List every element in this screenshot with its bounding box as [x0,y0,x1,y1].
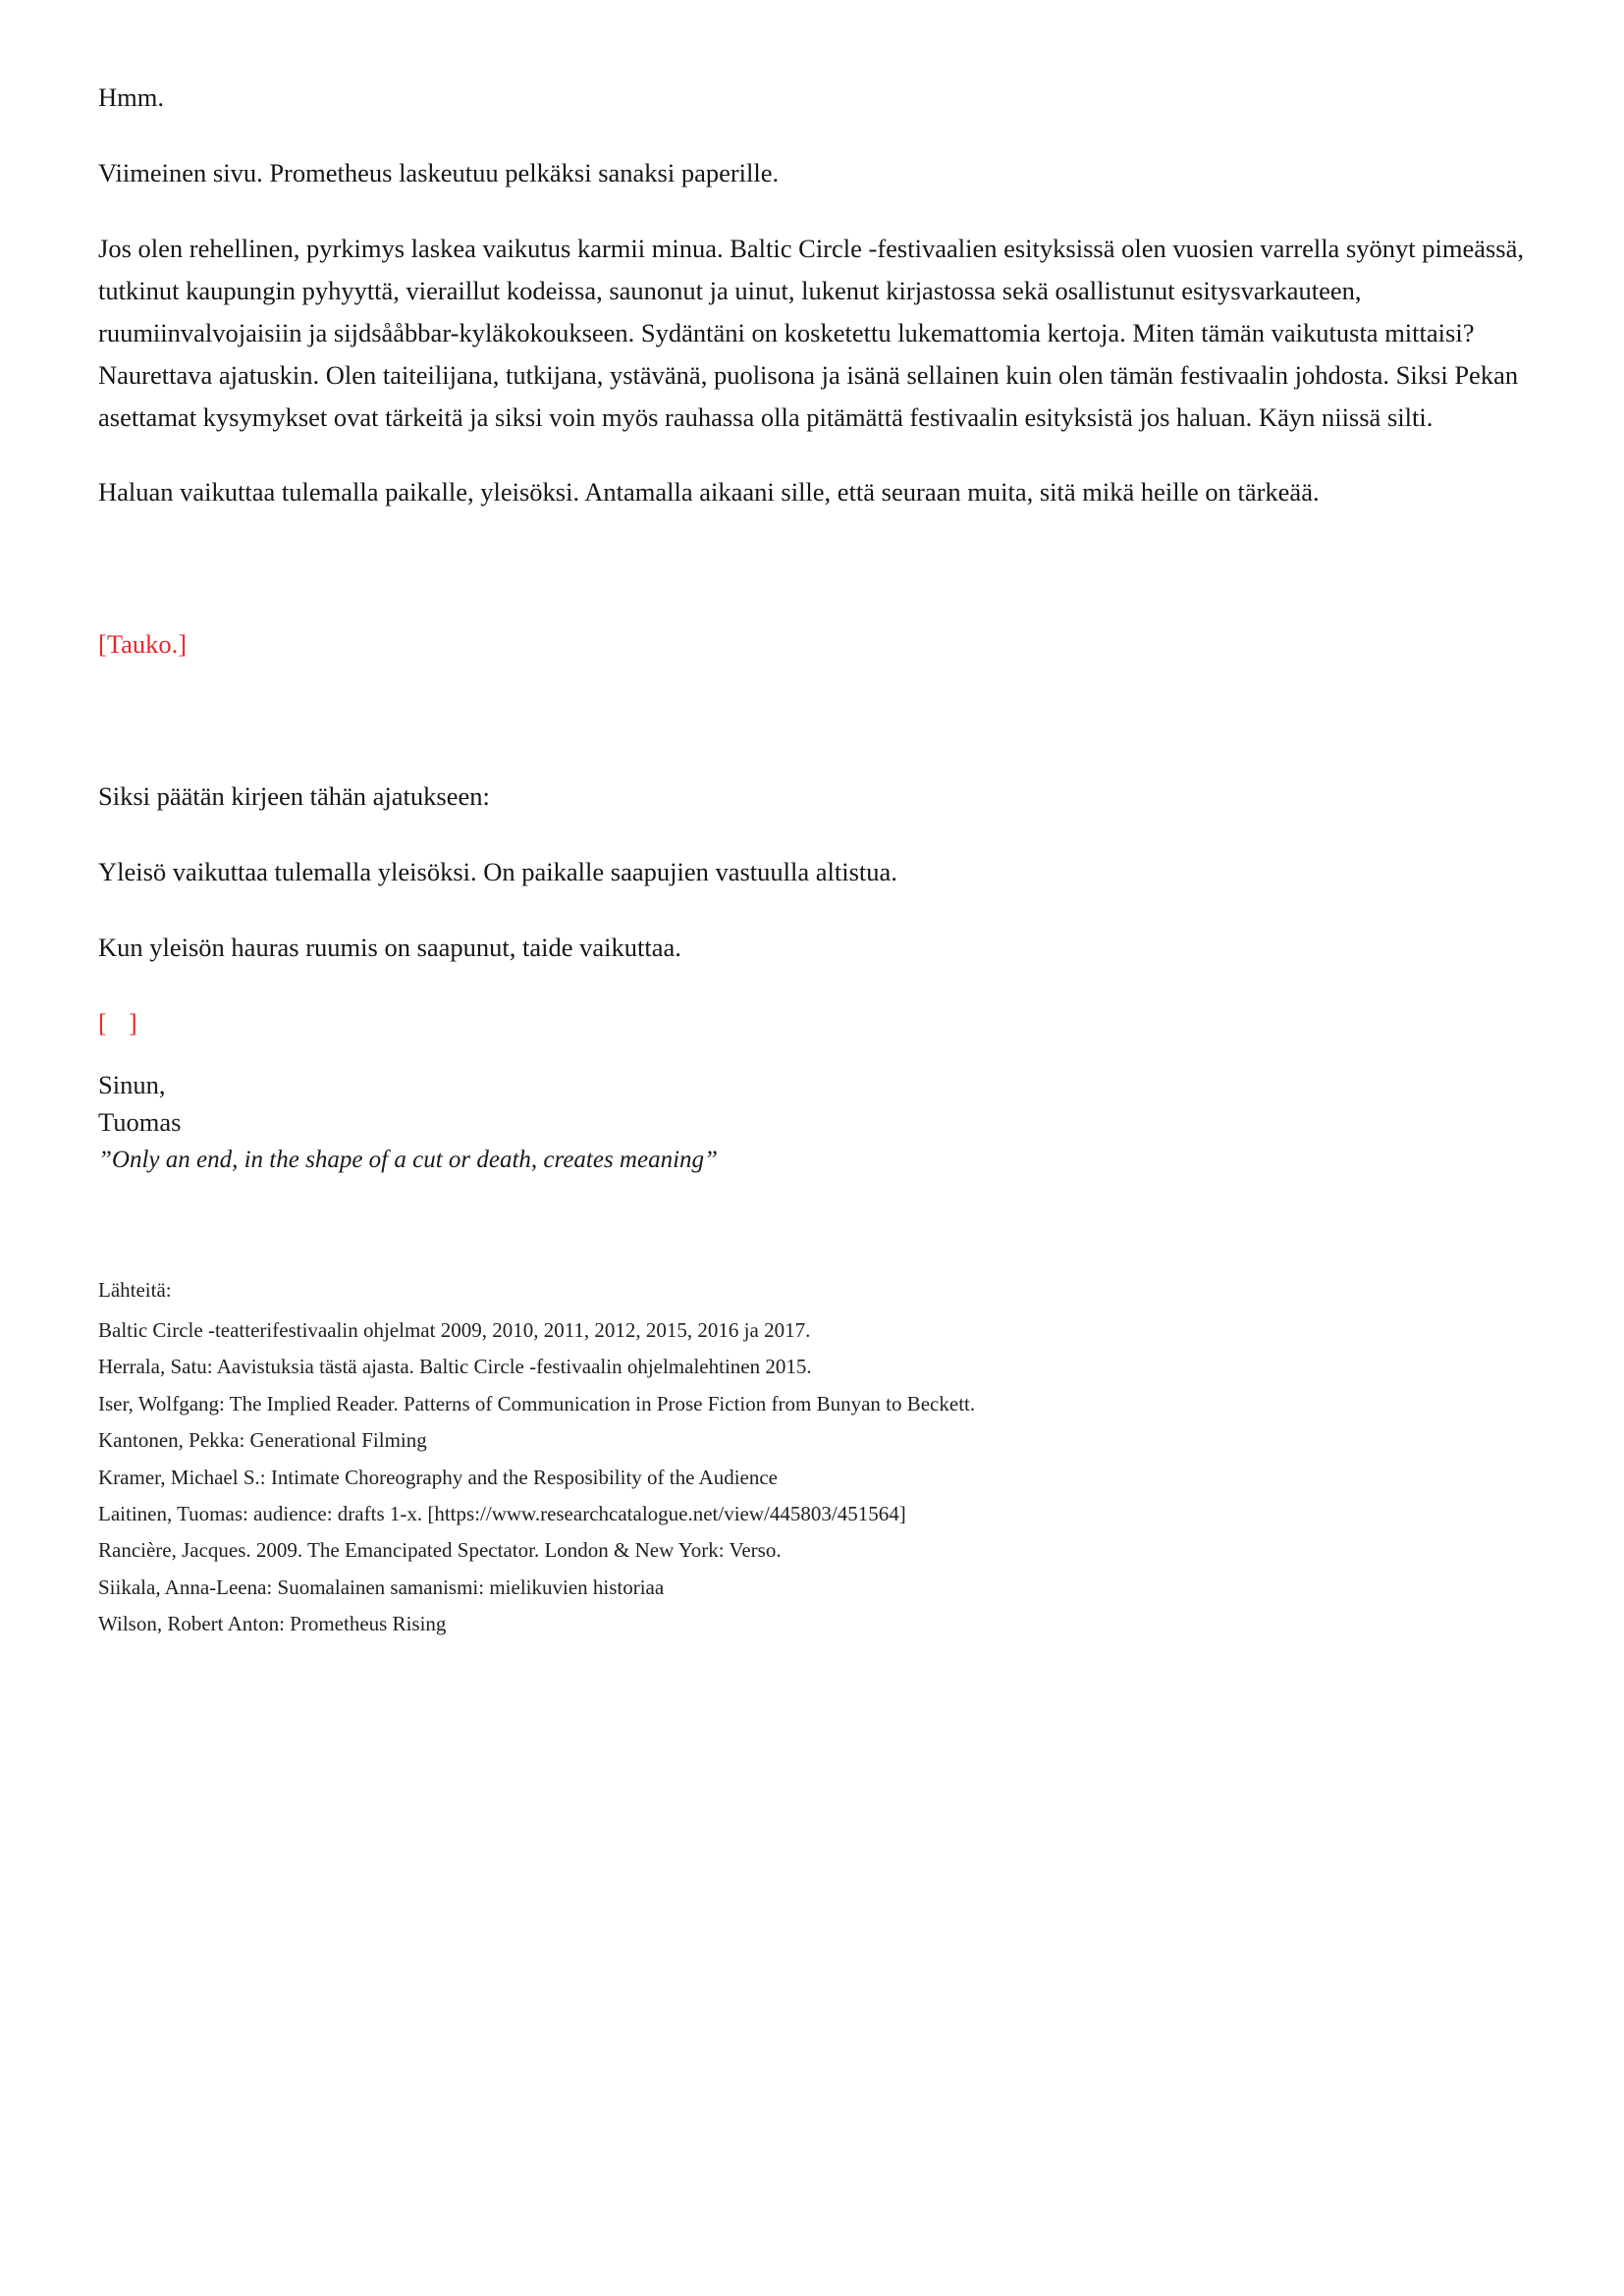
paragraph-honesty: Jos olen rehellinen, pyrkimys laskea vaikutus karmii minua. Baltic Circle -festivaalien esityksissä olen vuosien varrella syönyt pimeässä, tutkinut kaupungin pyhyyttä, vieraillut kodeissa, saunonut ja uinut, lukenut kirjastossa sekä osallistunut esitysvarkauteen, ruumiinvalvojaisiin ja sijdsååbbar-kyläkokoukseen. Sydäntäni on kosketettu lukemattomia kertoja. Miten tämän vaikutusta mittaisi? Naurettava ajatuskin. Olen taiteilijana, tutkijana, ystävänä, puolisona ja isänä sellainen kuin olen tämän festivaalin johdosta. Siksi Pekan asettamat kysymykset ovat tärkeitä ja siksi voin myös rauhassa olla pitämättä festivaalin esityksistä jos haluan. Käyn niissä silti. [98,233,1525,432]
source-item: Kramer, Michael S.: Intimate Choreography and the Resposibility of the Audience [98,1465,778,1489]
paragraph-closing-thought: Siksi päätän kirjeen tähän ajatukseen: [98,781,490,812]
signature-quote: ”Only an end, in the shape of a cut or death, creates meaning” [98,1146,718,1173]
spacer-before-signature [98,1044,1526,1066]
signature-closing: Sinun, [98,1069,166,1099]
source-item: Baltic Circle -teatterifestivaalin ohjelmat 2009, 2010, 2011, 2012, 2015, 2016 ja 2017. [98,1318,811,1343]
signature-name: Tuomas [98,1107,182,1138]
bracket-close: ] [128,1008,137,1039]
paragraph-fragile-body: Kun yleisön hauras ruumis on saapunut, taide vaikuttaa. [98,933,681,963]
pause-marker: [Tauko.] [98,629,188,660]
paragraph-audience-effect: Yleisö vaikuttaa tulemalla yleisöksi. On paikalle saapujien vastuulla altistua. [98,857,897,887]
sources-title: Lähteitä: [98,1278,172,1303]
source-item: Siikala, Anna-Leena: Suomalainen samanismi: mielikuvien historiaa [98,1575,665,1599]
source-item: Wilson, Robert Anton: Prometheus Rising [98,1612,447,1636]
spacer-after-pause [98,666,1526,775]
paragraph-influence: Haluan vaikuttaa tulemalla paikalle, yleisöksi. Antamalla aikaani sille, että seuraan muita, sitä mikä heille on tärkeää. [98,477,1320,507]
paragraph-hmm: Hmm. [98,82,164,112]
source-item: Herrala, Satu: Aavistuksia tästä ajasta. Baltic Circle -festivaalin ohjelmalehtinen 2015. [98,1355,812,1379]
source-item: Iser, Wolfgang: The Implied Reader. Patterns of Communication in Prose Fiction from Bunyan to Beckett. [98,1391,976,1415]
source-item: Kantonen, Pekka: Generational Filming [98,1428,427,1453]
sources-section [98,1272,1526,1642]
bracket-open: [ [98,1008,107,1039]
spacer-before-pause [98,547,1526,623]
source-item: Rancière, Jacques. 2009. The Emancipated Spectator. London & New York: Verso. [98,1538,782,1563]
source-item: Laitinen, Tuomas: audience: drafts 1-x. [https://www.researchcatalogue.net/view/445803/451564] [98,1501,906,1525]
paragraph-last-page: Viimeinen sivu. Prometheus laskeutuu pelkäksi sanaksi paperille. [98,157,780,187]
empty-bracket-marker [98,1002,1526,1044]
